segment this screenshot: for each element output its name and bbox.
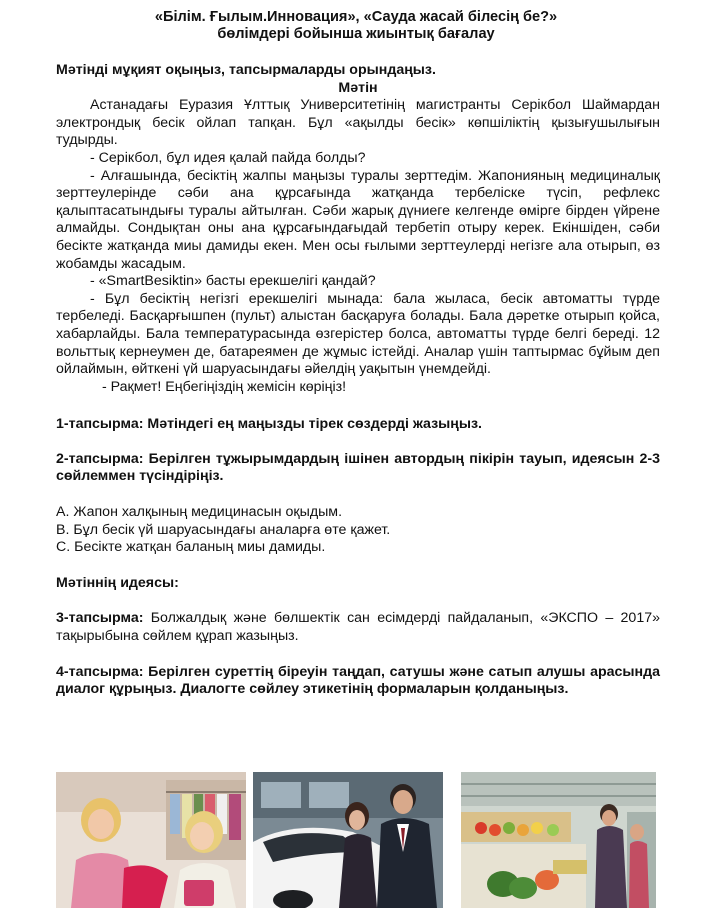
- instruction: Мәтінді мұқият оқыңыз, тапсырмаларды орындаңыз.: [56, 62, 436, 78]
- paragraph-answer-1: - Алғашында, бесіктің жалпы маңызы туралы зерттедім. Жапонияның медициналық зерттеулерінде сәби ана құрсағында жатқанда тербеліске түсіп, рефлекс қалыптасатындығы туралы айтылған. Сәби жарық дүниеге келгенде өмірге бірден үйрене алмайды. Сондықтан оны ана құрсағындағыдай тербетіп отыру керек. Екіншіден, сәби бесікте жатқанда миы дамиды екен. Мен осы ғылыми зерттеулерді негізге ала отырып, өз жобамды жасадым.: [56, 167, 660, 272]
- idea-label: Мәтіннің идеясы:: [56, 574, 179, 591]
- clothing-store-photo: [56, 772, 246, 908]
- option-b: В. Бұл бесік үй шаруасындағы аналарға өте қажет.: [56, 521, 391, 538]
- photo-strip: [56, 772, 656, 908]
- paragraph-answer-2: - Бұл бесіктің негізгі ерекшелігі мынада: бала жыласа, бесік автоматты түрде тербеледі. Басқарғышпен (пульт) алыстан басқаруға болады. Бала дәретке отырып қойса, хабарлайды. Бала температурасында өзгерістер болса, автоматты түрде белгі береді. 12 вольттық кернеумен де, батареямен де жұмыс істейді. Аналар үшін таптырмас бұйым деп ойлаймын, өйткені үй шаруасындағы әйелдің уақытын үнемдейді.: [56, 290, 660, 378]
- option-c: С. Бесікте жатқан баланың миы дамиды.: [56, 539, 326, 556]
- paragraph-question-2: - «SmartBesiktin» басты ерекшелігі қандай?: [90, 273, 376, 290]
- document-header: [0, 9, 712, 43]
- task-2: 2-тапсырма: Берілген тұжырымдардың ішінен автордың пікірін тауып, идеясын 2-3 сөйлеммен түсіндіріңіз.: [56, 450, 660, 485]
- task-3-label: 3-тапсырма:: [56, 610, 144, 627]
- vegetable-market-photo: [461, 772, 656, 908]
- options-list: [56, 504, 660, 557]
- text-heading: Мәтін: [338, 79, 378, 96]
- task-4: 4-тапсырма: Берілген суреттің біреуін таңдап, сатушы және сатып алушы арасында диалог құрыңыз. Диалогте сөйлеу этикетінің формаларын қолданыңыз.: [56, 663, 660, 698]
- header-subtitle: бөлімдері бойынша жиынтық бағалау: [217, 26, 495, 42]
- task-1: 1-тапсырма: Мәтіндегі ең маңызды тірек сөздерді жазыңыз.: [56, 416, 482, 433]
- option-a: А. Жапон халқының медицинасын оқыдым.: [56, 504, 343, 521]
- car-dealership-photo: [253, 772, 443, 908]
- task-3: [56, 610, 660, 645]
- task-3-text: Болжалдық және бөлшектік сан есімдерді пайдаланып, «ЭКСПО – 2017» тақырыбына сөйлем құрап жазыңыз.: [56, 610, 660, 645]
- worksheet-body: [56, 62, 660, 699]
- paragraph-intro: Астанадағы Еуразия Ұлттық Университетінің магистранты Серікбол Шаймардан электрондық бесік ойлап тапқан. Бұл «ақылды бесік» көпшіліктің қызығушылығын тудырды.: [56, 97, 660, 149]
- header-title: «Білім. Ғылым.Инновация», «Сауда жасай білесің бе?»: [154, 9, 558, 25]
- paragraph-question-1: - Серікбол, бұл идея қалай пайда болды?: [90, 149, 366, 166]
- paragraph-closing: - Рақмет! Еңбегіңіздің жемісін көріңіз!: [102, 378, 347, 395]
